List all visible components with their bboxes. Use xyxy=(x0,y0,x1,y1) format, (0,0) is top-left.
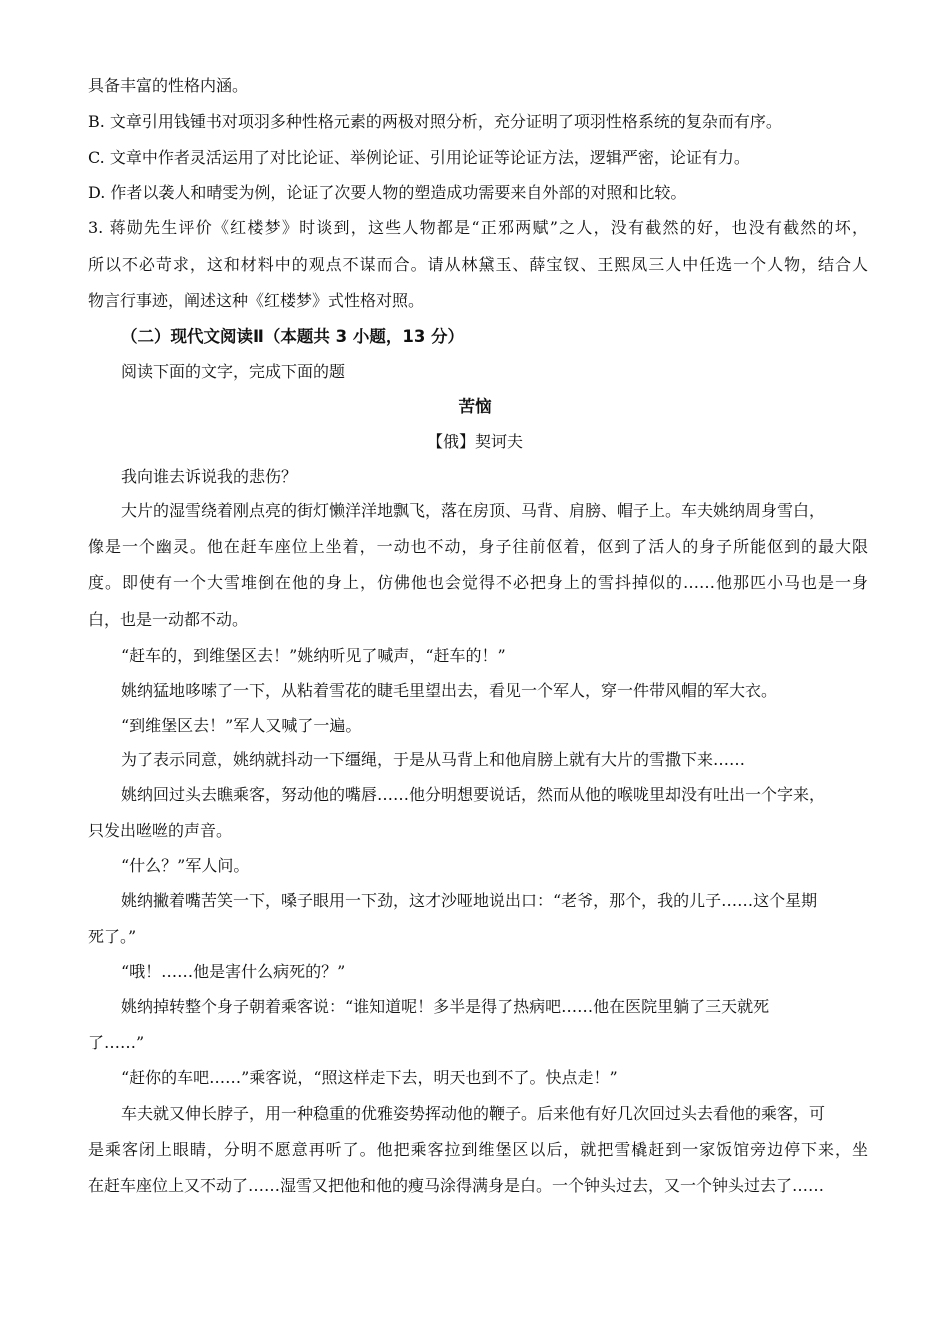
story-line: 姚纳回过头去瞧乘客，努动他的嘴唇……他分明想要说话，然而从他的喉咙里却没有吐出一个字来， xyxy=(121,785,826,804)
story-line: “赶你的车吧……”乘客说，“照这样走下去，明天也到不了。快点走！” xyxy=(121,1068,618,1087)
story-title: 苦恼 xyxy=(458,397,492,416)
q3-line-1: 3. 蒋勋先生评价《红楼梦》时谈到，这些人物都是“正邪两赋”之人，没有截然的好，也没有截然的坏， xyxy=(88,218,868,237)
q2-option-d: D. 作者以袭人和晴雯为例，论证了次要人物的塑造成功需要来自外部的对照和比较。 xyxy=(88,183,687,202)
q2-option-c: C. 文章中作者灵活运用了对比论证、举例论证、引用论证等论证方法，逻辑严密，论证有力。 xyxy=(88,148,750,167)
story-line: 我向谁去诉说我的悲伤？ xyxy=(121,467,298,486)
q2-option-b: B. 文章引用钱锺书对项羽多种性格元素的两极对照分析，充分证明了项羽性格系统的复杂而有序。 xyxy=(88,112,782,131)
story-line: 姚纳撇着嘴苦笑一下，嗓子眼用一下劲，这才沙哑地说出口：“老爷，那个，我的儿子……这个星期 xyxy=(121,891,818,910)
story-author: 【俄】契诃夫 xyxy=(426,432,523,451)
story-line: 姚纳猛地哆嗦了一下，从粘着雪花的睫毛里望出去，看见一个军人，穿一件带风帽的军大衣。 xyxy=(121,681,778,700)
section-heading: （二）现代文阅读Ⅱ（本题共 3 小题，13 分） xyxy=(121,327,465,346)
q3-line-3: 物言行事迹，阐述这种《红楼梦》式性格对照。 xyxy=(88,291,425,310)
story-line: “到维堡区去！”军人又喊了一遍。 xyxy=(121,716,362,735)
story-line: 了……” xyxy=(88,1033,145,1052)
story-line: 死了。” xyxy=(88,927,137,946)
story-line: 度。即使有一个大雪堆倒在他的身上，仿佛他也会觉得不必把身上的雪抖掉似的……他那匹小马也是一身 xyxy=(88,573,868,592)
story-line: 只发出咝咝的声音。 xyxy=(88,821,233,840)
story-line: 是乘客闭上眼睛，分明不愿意再听了。他把乘客拉到维堡区以后，就把雪橇赶到一家饭馆旁边停下来，坐 xyxy=(88,1140,868,1159)
story-line: 像是一个幽灵。他在赶车座位上坐着，一动也不动，身子往前伛着，伛到了活人的身子所能伛到的最大限 xyxy=(88,537,868,556)
story-line: 大片的湿雪绕着刚点亮的街灯懒洋洋地飘飞，落在房顶、马背、肩膀、帽子上。车夫姚纳周身雪白， xyxy=(121,501,826,520)
story-line: 白，也是一动都不动。 xyxy=(88,610,249,629)
section-instruction: 阅读下面的文字，完成下面的题 xyxy=(121,362,346,381)
q2-option-a-tail: 具备丰富的性格内涵。 xyxy=(88,76,249,95)
story-line: “什么？”军人问。 xyxy=(121,856,250,875)
story-line: “哦！……他是害什么病死的？” xyxy=(121,962,346,981)
story-line: 姚纳掉转整个身子朝着乘客说：“谁知道呢！多半是得了热病吧……他在医院里躺了三天就死 xyxy=(121,997,770,1016)
q3-line-2: 所以不必苛求，这和材料中的观点不谋而合。请从林黛玉、薛宝钗、王熙凤三人中任选一个人物，结合人 xyxy=(88,255,868,274)
story-line: 为了表示同意，姚纳就抖动一下缰绳，于是从马背上和他肩膀上就有大片的雪撒下来…… xyxy=(121,750,746,769)
story-line: 在赶车座位上又不动了……湿雪又把他和他的瘦马涂得满身是白。一个钟头过去，又一个钟头过去了…… xyxy=(88,1176,825,1195)
story-line: 车夫就又伸长脖子，用一种稳重的优雅姿势挥动他的鞭子。后来他有好几次回过头去看他的乘客，可 xyxy=(121,1104,826,1123)
story-line: “赶车的，到维堡区去！”姚纳听见了喊声，“赶车的！” xyxy=(121,646,506,665)
